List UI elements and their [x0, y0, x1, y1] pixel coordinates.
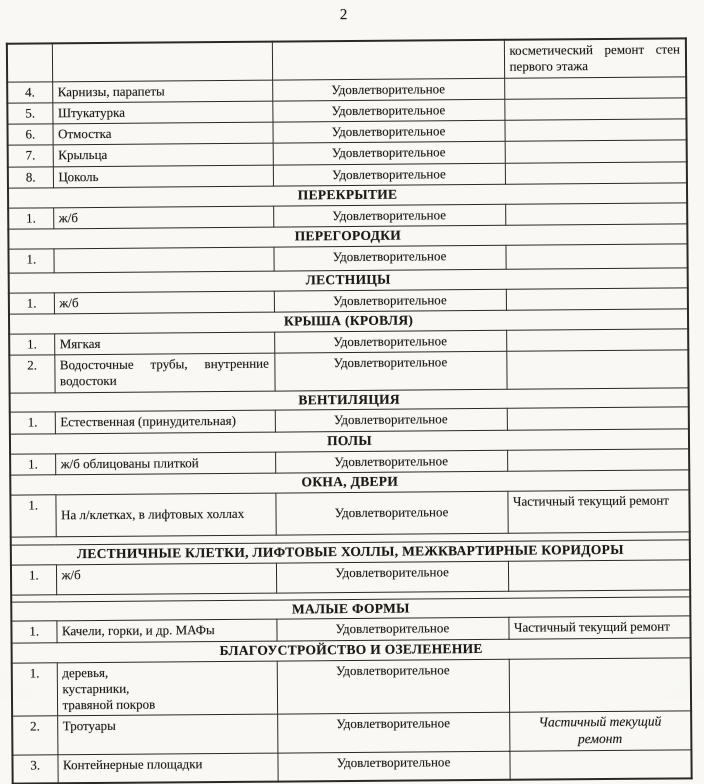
component-name: ж/б облицованы плиткой: [55, 452, 275, 475]
component-name: Крыльца: [53, 143, 273, 166]
component-name: Тротуары: [57, 714, 277, 754]
row-number: 6.: [7, 124, 52, 146]
component-name: [53, 247, 273, 273]
section-header: МАЛЫЕ ФОРМЫ: [11, 596, 690, 621]
row-number: 3.: [12, 755, 57, 783]
row-number: 1.: [10, 453, 55, 475]
condition-value: Удовлетворительное: [272, 120, 504, 143]
condition-value: Удовлетворительное: [274, 330, 506, 353]
row-number: 1.: [9, 292, 54, 314]
note-text: [507, 448, 689, 471]
component-name: Карнизы, парапеты: [52, 80, 272, 103]
row-number: 1.: [11, 621, 56, 643]
note-text: [504, 98, 686, 121]
condition-value: Удовлетворительное: [273, 204, 505, 227]
table-row: [9, 350, 688, 393]
condition-value: Удовлетворительное: [272, 78, 504, 101]
condition-value: Удовлетворительное: [274, 289, 506, 312]
condition-value: Удовлетворительное: [273, 142, 505, 165]
condition-value: Удовлетворительное: [277, 659, 509, 715]
row-number: 1.: [12, 662, 57, 716]
note-text: [507, 407, 689, 430]
row-number: [7, 43, 52, 81]
note-text: [504, 119, 686, 142]
note-text: Частичный текущий ремонт: [509, 711, 691, 751]
page-number: 2: [339, 7, 348, 24]
component-name: Отмостка: [52, 122, 272, 145]
component-name: На л/клетках, в лифтовых холлах: [55, 493, 275, 537]
note-text: [505, 161, 687, 184]
condition-value: Удовлетворительное: [275, 450, 507, 473]
section-header: ЛЕСТНИЧНЫЕ КЛЕТКИ, ЛИФТОВЫЕ ХОЛЛЫ, МЕЖКВАРТИРНЫЕ КОРИДОРЫ: [11, 539, 690, 564]
inspection-table-body: [7, 38, 692, 783]
component-name: Цоколь: [53, 165, 273, 188]
note-text: [509, 750, 691, 779]
row-number: 1.: [9, 334, 54, 356]
note-text: [505, 244, 687, 269]
table-row: [10, 489, 689, 536]
condition-value: Удовлетворительное: [277, 713, 509, 754]
component-name: [52, 42, 272, 82]
component-name: ж/б: [56, 563, 276, 595]
component-name: ж/б: [53, 206, 273, 229]
row-number: 4.: [7, 81, 52, 103]
table-row: [7, 38, 686, 81]
note-text: [506, 350, 688, 389]
section-header: ПЕРЕГОРОДКИ: [8, 224, 687, 249]
component-name: деревья, кустарники, травяной покров: [57, 661, 277, 716]
section-header: БЛАГОУСТРОЙСТВО И ОЗЕЛЕНЕНИЕ: [12, 637, 691, 662]
row-number: 2.: [12, 716, 57, 755]
note-text: [504, 76, 686, 99]
note-text: [506, 287, 688, 310]
row-number: 1.: [8, 249, 53, 273]
row-number: 2.: [9, 355, 54, 393]
condition-value: Удовлетворительное: [274, 351, 506, 390]
component-name: Контейнерные площадки: [57, 753, 277, 783]
component-name: Мягкая: [54, 332, 274, 355]
note-text: косметический ремонт стен первого этажа: [504, 38, 686, 77]
row-number: 1.: [8, 207, 53, 229]
condition-value: Удовлетворительное: [273, 163, 505, 186]
row-number: 7.: [8, 145, 53, 167]
component-name: Штукатурка: [52, 101, 272, 124]
row-number: 8.: [8, 166, 53, 188]
component-name: Качели, горки, и др. МАФы: [56, 619, 276, 642]
condition-value: Удовлетворительное: [276, 561, 508, 593]
condition-value: Удовлетворительное: [275, 409, 507, 432]
row-number: 5.: [7, 103, 52, 125]
component-name: ж/б: [54, 291, 274, 314]
note-text: [505, 202, 687, 225]
note-text: [505, 140, 687, 163]
section-header: КРЫША (КРОВЛЯ): [9, 309, 688, 334]
condition-value: Удовлетворительное: [275, 491, 507, 535]
note-text: [508, 559, 690, 590]
condition-value: Удовлетворительное: [272, 99, 504, 122]
condition-value: Удовлетворительное: [277, 751, 509, 781]
table-row: [12, 657, 691, 716]
section-header: ПОЛЫ: [10, 428, 689, 453]
table-row: [12, 750, 691, 783]
note-text: [506, 329, 688, 352]
note-text: Частичный текущий ремонт: [507, 489, 689, 532]
inspection-table: [6, 37, 693, 784]
section-header: ОКНА, ДВЕРИ: [10, 470, 689, 495]
row-number: 1.: [10, 494, 55, 536]
row-number: 1.: [10, 412, 55, 434]
component-name: Естественная (принудительная): [55, 410, 275, 433]
note-text: Частичный текущий ремонт: [508, 616, 690, 639]
row-number: 1.: [11, 564, 56, 594]
condition-value: [272, 40, 504, 80]
condition-value: Удовлетворительное: [273, 245, 505, 271]
note-text: [509, 657, 691, 712]
table-row: [12, 711, 691, 755]
condition-value: Удовлетворительное: [276, 618, 508, 641]
section-header: ВЕНТИЛЯЦИЯ: [10, 387, 689, 412]
section-header: ПЕРЕКРЫТИЕ: [8, 183, 687, 208]
section-header: ЛЕСТНИЦЫ: [9, 268, 688, 293]
component-name: Водосточные трубы, внутренние водостоки: [54, 353, 274, 392]
